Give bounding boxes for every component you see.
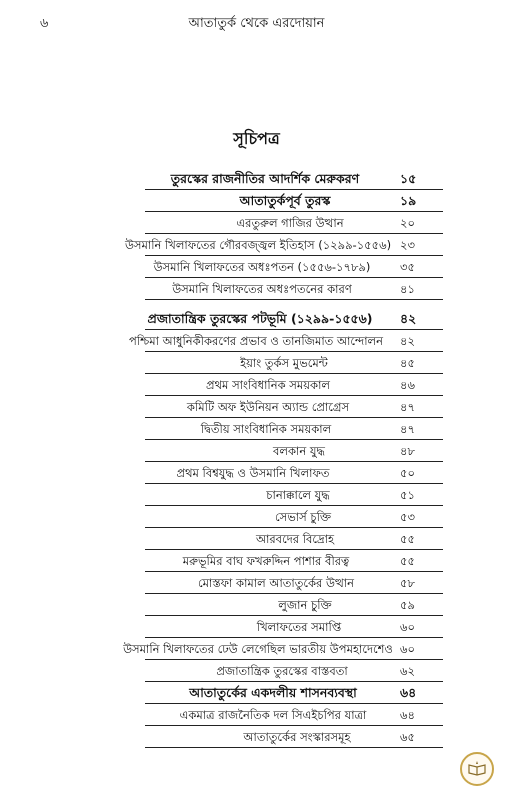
toc-entry-page: ৫১ <box>400 488 415 502</box>
toc-entry-label: এরতুরুল গাজির উত্থান <box>236 216 344 230</box>
toc-entry-label: বলকান যুদ্ধ <box>273 444 325 458</box>
toc-section-row[interactable] <box>0 168 513 190</box>
toc-entry-row[interactable] <box>0 352 513 374</box>
toc-entry-label: আতাতুর্কের সংস্কারসমূহ <box>243 730 351 744</box>
toc-entry-label: উসমানি খিলাফতের অধঃপতনের কারণ <box>172 282 352 296</box>
toc-entry-row[interactable] <box>0 418 513 440</box>
toc-entry-page: ১৯ <box>400 193 417 208</box>
toc-entry-label: মোস্তফা কামাল আতাতুর্কের উত্থান <box>198 576 354 590</box>
toc-entry-row[interactable] <box>0 278 513 300</box>
toc-entry-row[interactable] <box>0 462 513 484</box>
toc-entry-row[interactable] <box>0 572 513 594</box>
toc-entry-label: খিলাফতের সমাপ্তি <box>256 620 342 634</box>
toc-entry-row[interactable] <box>0 256 513 278</box>
toc-entry-row[interactable] <box>0 704 513 726</box>
toc-entry-row[interactable] <box>0 506 513 528</box>
toc-section-row[interactable] <box>0 308 513 330</box>
toc-entry-page: ৪১ <box>400 282 415 296</box>
toc-entry-row[interactable] <box>0 484 513 506</box>
toc-entry-page: ৪৫ <box>400 356 415 370</box>
toc-entry-page: ৪৭ <box>400 422 415 436</box>
toc-entry-label: আতাতুর্কের একদলীয় শাসনব্যবস্থা <box>189 685 357 700</box>
toc-entry-label: আরবদের বিদ্রোহ <box>255 532 335 546</box>
toc-row-rule <box>145 747 443 748</box>
section-gap <box>0 300 513 308</box>
toc-entry-page: ৬৫ <box>400 730 415 744</box>
toc-entry-row[interactable] <box>0 440 513 462</box>
toc-entry-row[interactable] <box>0 550 513 572</box>
toc-entry-row[interactable] <box>0 374 513 396</box>
toc-entry-label: সেভার্স চুক্তি <box>274 510 332 524</box>
toc-section-row[interactable] <box>0 190 513 212</box>
toc-entry-row[interactable] <box>0 616 513 638</box>
toc-entry-page: ৩৫ <box>400 260 415 274</box>
toc-entry-page: ৬৪ <box>400 708 415 722</box>
toc-entry-page: ৬২ <box>400 664 415 678</box>
toc-entry-row[interactable] <box>0 638 513 660</box>
toc-entry-page: ৫৮ <box>400 576 415 590</box>
toc-entry-label: প্রজাতান্ত্রিক তুরস্কের বাস্তবতা <box>216 664 348 678</box>
book-emblem-icon <box>460 752 494 786</box>
toc-entry-page: ৫৩ <box>400 510 415 524</box>
toc-entry-page: ৬০ <box>400 620 415 634</box>
toc-entry-label: প্রজাতান্ত্রিক তুরস্কের পটভূমি (১২৯৯-১৫৫৬) <box>147 311 373 326</box>
toc-entry-page: ৫৯ <box>400 598 415 612</box>
toc-entry-label: লুজান চুক্তি <box>278 598 332 612</box>
toc-entry-label: উসমানি খিলাফতের ঢেউ লেগেছিল ভারতীয় উপমহাদেশেও <box>123 642 393 656</box>
toc-entry-page: ৫০ <box>400 466 415 480</box>
toc-entry-page: ১৫ <box>400 171 417 186</box>
toc-title: সূচিপত্র <box>233 129 280 148</box>
toc-entry-page: ৬৪ <box>400 685 417 700</box>
toc-entry-label: দ্বিতীয় সাংবিধানিক সময়কাল <box>200 422 332 436</box>
toc-entry-row[interactable] <box>0 330 513 352</box>
page-number: ৬ <box>40 16 49 31</box>
toc-entry-row[interactable] <box>0 396 513 418</box>
running-title: আতাতুর্ক থেকে এরদোয়ান <box>188 16 325 31</box>
toc-list <box>0 168 513 748</box>
toc-row-rule <box>145 299 443 300</box>
toc-entry-label: উসমানি খিলাফতের গৌরবজ্জ্বল ইতিহাস (১২৯৯-১৫৫৬) <box>124 238 392 252</box>
toc-entry-label: প্রথম বিশ্বযুদ্ধ ও উসমানি খিলাফত <box>176 466 330 480</box>
toc-entry-row[interactable] <box>0 528 513 550</box>
toc-entry-label: চানাক্কালে যুদ্ধ <box>266 488 330 502</box>
page-header <box>0 14 513 36</box>
toc-entry-page: ৪৭ <box>400 400 415 414</box>
book-emblem-icon-graphic <box>467 759 487 779</box>
toc-entry-page: ২৩ <box>400 238 415 252</box>
toc-entry-page: ৪৮ <box>400 444 415 458</box>
toc-entry-page: ৪২ <box>400 334 415 348</box>
toc-entry-page: ৪৬ <box>400 378 415 392</box>
toc-entry-row[interactable] <box>0 594 513 616</box>
toc-entry-page: ৫৫ <box>400 554 415 568</box>
toc-entry-page: ২০ <box>400 216 415 230</box>
toc-entry-label: আতাতুর্কপূর্ব তুরস্ক <box>239 193 331 208</box>
toc-section-row[interactable] <box>0 682 513 704</box>
toc-entry-row[interactable] <box>0 212 513 234</box>
toc-entry-label: কমিটি অফ ইউনিয়ন অ্যান্ড প্রোগ্রেস <box>186 400 350 414</box>
toc-entry-label: ইয়াং তুর্কস মুভমেন্ট <box>240 356 328 370</box>
toc-entry-label: উসমানি খিলাফতের অধঃপতন (১৫৫৬-১৭৮৯) <box>153 260 371 274</box>
toc-entry-label: একমাত্র রাজনৈতিক দল সিএইচপির যাত্রা <box>179 708 367 722</box>
toc-entry-page: ৪২ <box>400 311 417 326</box>
toc-entry-page: ৬০ <box>400 642 415 656</box>
toc-entry-label: তুরস্কের রাজনীতির আদর্শিক মেরুকরণ <box>170 171 360 186</box>
toc-entry-row[interactable] <box>0 234 513 256</box>
toc-entry-row[interactable] <box>0 660 513 682</box>
toc-entry-label: প্রথম সাংবিধানিক সময়কাল <box>206 378 330 392</box>
toc-entry-page: ৫৫ <box>400 532 415 546</box>
toc-entry-label: পশ্চিমা আধুনিকীকরণের প্রভাব ও তানজিমাত আন্দোলন <box>129 334 383 348</box>
toc-entry-label: মরুভূমির বাঘ ফখরুদ্দিন পাশার বীরত্ব <box>182 554 350 568</box>
toc-entry-row[interactable] <box>0 726 513 748</box>
